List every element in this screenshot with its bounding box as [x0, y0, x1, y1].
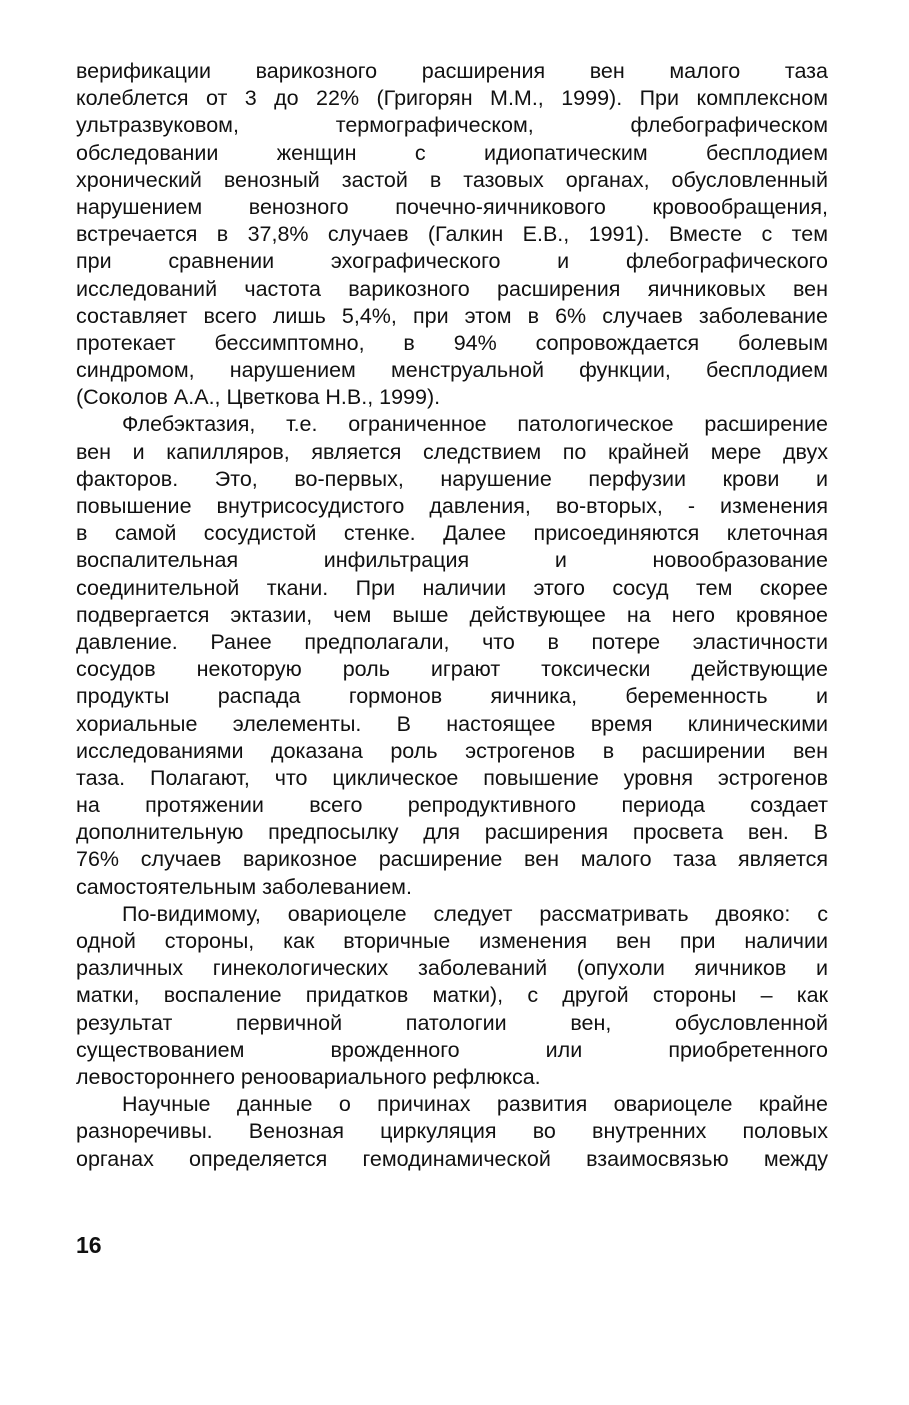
text-line: протекает бессимптомно, в 94% сопровождается болевым — [76, 330, 828, 355]
paragraph — [76, 1091, 828, 1173]
text-line: обследовании женщин с идиопатическим бесплодием — [76, 140, 828, 165]
text-line: одной стороны, как вторичные изменения вен при наличии — [76, 929, 828, 953]
text-line: колеблется от 3 до 22% (Григорян М.М., 1999). При комплексном — [76, 86, 828, 111]
text-line: По-видимому, овариоцеле следует рассматривать двояко: с — [122, 901, 828, 926]
text-line: Научные данные о причинах развития овариоцеле крайне — [122, 1092, 828, 1117]
text-line: давление. Ранее предполагали, что в потере эластичности — [76, 629, 828, 654]
text-line: Флебэктазия, т.е. ограниченное патологическое расширение — [122, 412, 828, 437]
paragraph — [76, 901, 828, 1091]
text-line: самостоятельным заболеванием. — [76, 874, 412, 899]
text-line: факторов. Это, во-первых, нарушение перфузии крови и — [76, 466, 828, 491]
text-line: синдромом, нарушением менструальной функции, бесплодием — [76, 358, 828, 383]
text-line: результат первичной патологии вен, обусловленной — [76, 1010, 828, 1035]
text-line: органах определяется гемодинамической взаимосвязью между — [76, 1146, 828, 1171]
text-line: дополнительную предпосылку для расширения просвета вен. В — [76, 820, 828, 845]
text-line: продукты распада гормонов яичника, беременность и — [76, 684, 828, 709]
text-line: соединительной ткани. При наличии этого сосуд тем скорее — [76, 575, 828, 600]
text-line: нарушением венозного почечно-яичникового кровообращения, — [76, 194, 828, 219]
text-line: на протяжении всего репродуктивного периода создает — [76, 793, 828, 818]
text-line: повышение внутрисосудистого давления, во-вторых, - изменения — [76, 494, 828, 518]
text-line: в самой сосудистой стенке. Далее присоединяются клеточная — [76, 521, 828, 546]
text-line: исследованиями доказана роль эстрогенов в расширении вен — [76, 738, 828, 763]
text-line: встречается в 37,8% случаев (Галкин Е.В., 1991). Вместе с тем — [76, 222, 828, 247]
text-line: вен и капилляров, является следствием по крайней мере двух — [76, 439, 828, 464]
text-line: при сравнении эхографического и флебографического — [76, 249, 828, 274]
text-line: таза. Полагают, что циклическое повышение уровня эстрогенов — [76, 765, 828, 790]
paragraph — [76, 411, 828, 900]
text-line: существованием врожденного или приобретенного — [76, 1037, 828, 1062]
text-line: 76% случаев варикозное расширение вен малого таза является — [76, 847, 828, 872]
text-line: подвергается эктазии, чем выше действующее на него кровяное — [76, 602, 828, 627]
text-line: (Соколов А.А., Цветкова Н.В., 1999). — [76, 385, 441, 410]
text-line: воспалительная инфильтрация и новообразование — [76, 548, 828, 573]
page-number: 16 — [76, 1232, 102, 1258]
text-line: сосудов некоторую роль играют токсически действующие — [76, 657, 828, 682]
text-line: ультразвуковом, термографическом, флебографическом — [76, 113, 828, 138]
text-line: хориальные элелементы. В настоящее время клиническими — [76, 711, 828, 736]
page-body — [76, 58, 828, 1173]
text-line: хронический венозный застой в тазовых органах, обусловленный — [76, 167, 828, 192]
text-line: матки, воспаление придатков матки), с другой стороны – как — [76, 983, 828, 1008]
text-line: верификации варикозного расширения вен малого таза — [76, 59, 828, 83]
text-line: составляет всего лишь 5,4%, при этом в 6% случаев заболевание — [76, 303, 828, 328]
text-line: исследований частота варикозного расширения яичниковых вен — [76, 276, 828, 301]
text-line: разноречивы. Венозная циркуляция во внутренних половых — [76, 1119, 828, 1144]
paragraph — [76, 58, 828, 411]
text-line: левостороннего реноовариального рефлюкса. — [76, 1064, 541, 1089]
text-line: различных гинекологических заболеваний (опухоли яичников и — [76, 956, 828, 981]
